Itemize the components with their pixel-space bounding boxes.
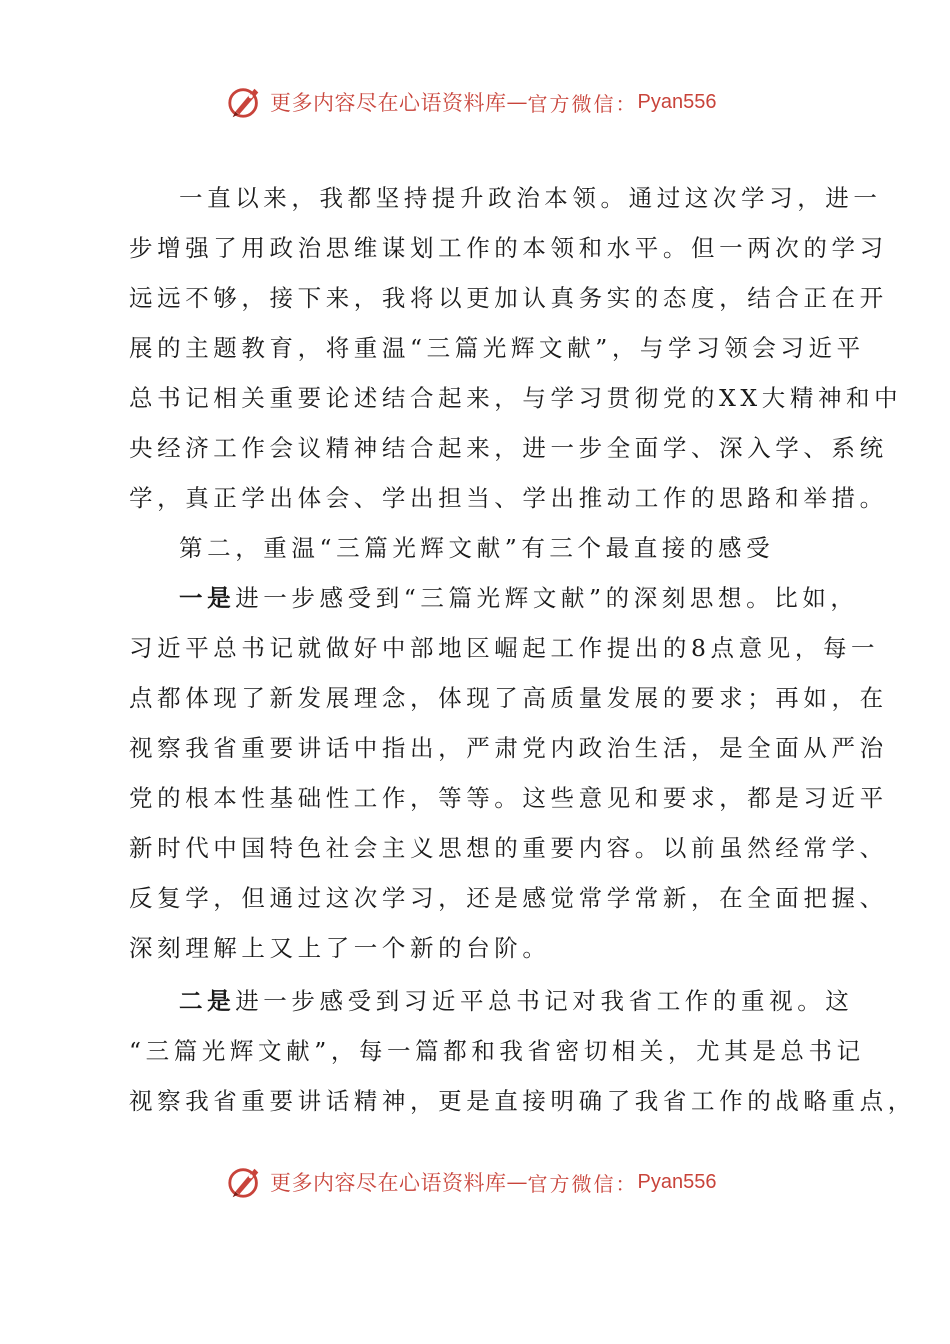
text-line: 远远不够，接下来，我将以更加认真务实的态度，结合正在开 <box>129 284 888 312</box>
paragraph-first-text: 进一步感受到“三篇光辉文献”的深刻思想。比如， <box>235 584 859 612</box>
paragraph-first-line <box>129 976 854 1026</box>
text-line: 视察我省重要讲话中指出，严肃党内政治生活，是全面从严治 <box>129 734 888 762</box>
banner-dash: — <box>506 1170 528 1194</box>
text-line: 步增强了用政治思维谋划工作的本领和水平。但一两次的学习 <box>129 234 888 262</box>
quill-pen-logo-icon <box>226 1163 264 1201</box>
text-line: 党的根本性基础性工作，等等。这些意见和要求，都是习近平 <box>129 784 888 812</box>
text-line: 习近平总书记就做好中部地区崛起工作提出的8点意见，每一 <box>129 634 880 662</box>
banner-dash: — <box>506 90 528 114</box>
text-line: “三篇光辉文献”，每一篇都和我省密切相关，尤其是总书记 <box>129 1037 865 1065</box>
quill-pen-logo-icon <box>226 83 264 121</box>
banner-wechat-id: Pyan556 <box>637 1170 717 1193</box>
banner-brand-text: 更多内容尽在心语资料库 <box>270 91 507 115</box>
paragraph-lead: 一是 <box>179 584 236 612</box>
paragraph-first-text: 进一步感受到习近平总书记对我省工作的重视。这 <box>235 987 854 1015</box>
section-heading: 第二，重温“三篇光辉文献”有三个最直接的感受 <box>179 534 775 562</box>
text-line: 深刻理解上又上了一个新的台阶。 <box>129 934 551 962</box>
text-line: 总书记相关重要论述结合起来，与学习贯彻党的XX大精神和中 <box>129 384 903 412</box>
banner-wechat-label: 官方微信： <box>527 91 638 116</box>
text-line: 央经济工作会议精神结合起来，进一步全面学、深入学、系统 <box>129 434 888 462</box>
header-watermark-banner <box>226 82 716 122</box>
text-line: 展的主题教育，将重温“三篇光辉文献”，与学习领会习近平 <box>129 334 865 362</box>
text-line: 反复学，但通过这次学习，还是感觉常学常新，在全面把握、 <box>129 884 888 912</box>
document-body <box>129 173 916 1126</box>
banner-wechat-label: 官方微信： <box>527 1171 638 1196</box>
paragraph-lead: 二是 <box>179 987 236 1015</box>
footer-watermark-banner <box>226 1162 716 1202</box>
paragraph-first-line <box>129 573 859 623</box>
banner-wechat-id: Pyan556 <box>637 90 717 113</box>
banner-brand-text: 更多内容尽在心语资料库 <box>270 1171 507 1195</box>
text-line: 点都体现了新发展理念，体现了高质量发展的要求；再如，在 <box>129 684 888 712</box>
text-line: 学，真正学出体会、学出担当、学出推动工作的思路和举措。 <box>129 484 888 512</box>
text-line: 新时代中国特色社会主义思想的重要内容。以前虽然经常学、 <box>129 834 888 862</box>
text-line: 视察我省重要讲话精神，更是直接明确了我省工作的战略重点， <box>129 1087 916 1115</box>
text-line: 一直以来，我都坚持提升政治本领。通过这次学习，进一 <box>179 184 882 212</box>
